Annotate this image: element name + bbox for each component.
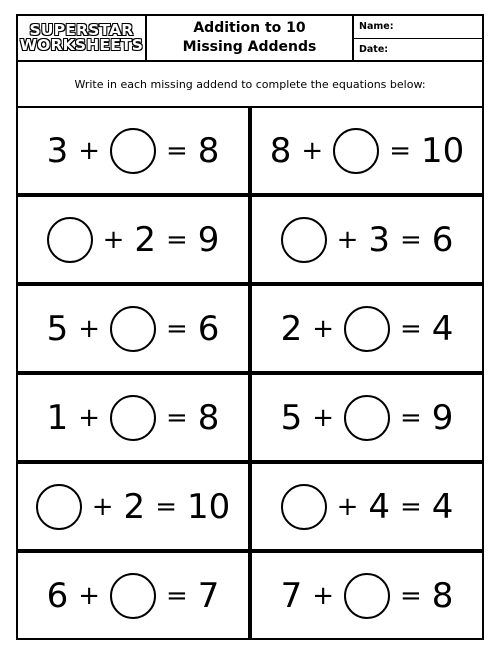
equation-cell: [18, 464, 248, 549]
instructions: Write in each missing addend to complete the equations below:: [18, 62, 482, 108]
sum-value: 4: [431, 308, 454, 349]
answer-circle[interactable]: [344, 306, 390, 352]
equation-cell: [18, 286, 248, 371]
answer-circle[interactable]: [333, 128, 379, 174]
equation-cell: [18, 108, 248, 193]
answer-circle[interactable]: [36, 484, 82, 530]
plus-sign: +: [312, 402, 334, 433]
equation-cell: [18, 375, 248, 460]
answer-circle[interactable]: [344, 573, 390, 619]
date-field[interactable]: Date:: [359, 43, 389, 55]
answer-circle[interactable]: [47, 217, 93, 263]
equation-cell: [252, 108, 482, 193]
sum-value: 9: [431, 397, 454, 438]
answer-circle[interactable]: [110, 395, 156, 441]
plus-sign: +: [91, 491, 114, 522]
plus-sign: +: [78, 135, 100, 166]
name-field[interactable]: Name:: [354, 16, 482, 39]
sum-value: 7: [197, 575, 220, 616]
plus-sign: +: [78, 313, 100, 344]
addend-b: 2: [123, 486, 146, 527]
plus-sign: +: [78, 402, 100, 433]
title-line-1: Addition to 10: [193, 20, 306, 36]
logo-line-1: SUPERSTAR: [29, 20, 134, 39]
equals-sign: =: [389, 135, 411, 166]
sum-value: 6: [431, 219, 454, 260]
equals-sign: =: [400, 224, 422, 255]
equation-cell: [18, 197, 248, 282]
equals-sign: =: [166, 313, 188, 344]
worksheet: [16, 14, 484, 640]
plus-sign: +: [312, 313, 334, 344]
sum-value: 10: [186, 486, 231, 527]
name-date-box: [354, 16, 482, 60]
addend-a: 1: [46, 397, 69, 438]
sum-value: 8: [431, 575, 454, 616]
sum-value: 6: [197, 308, 220, 349]
sum-value: 10: [420, 130, 465, 171]
equation-cell: [252, 375, 482, 460]
plus-sign: +: [102, 224, 125, 255]
equation-cell: [252, 553, 482, 638]
answer-circle[interactable]: [110, 573, 156, 619]
addend-a: 7: [280, 575, 303, 616]
equals-sign: =: [166, 224, 188, 255]
equals-sign: =: [400, 402, 422, 433]
equals-sign: =: [166, 580, 188, 611]
equals-sign: =: [400, 491, 422, 522]
equation-cell: [252, 286, 482, 371]
plus-sign: +: [336, 491, 359, 522]
addend-a: 5: [280, 397, 303, 438]
equals-sign: =: [166, 402, 188, 433]
plus-sign: +: [312, 580, 334, 611]
plus-sign: +: [78, 580, 100, 611]
worksheet-header: [18, 16, 482, 62]
equation-cell: [252, 464, 482, 549]
addend-a: 2: [280, 308, 303, 349]
addend-a: 8: [269, 130, 292, 171]
answer-circle[interactable]: [344, 395, 390, 441]
answer-circle[interactable]: [281, 217, 327, 263]
plus-sign: +: [301, 135, 324, 166]
worksheet-title: [147, 16, 354, 60]
addend-b: 2: [134, 219, 156, 260]
equals-sign: =: [166, 135, 188, 166]
title-line-2: Missing Addends: [182, 39, 317, 55]
sum-value: 8: [197, 130, 220, 171]
addend-a: 3: [46, 130, 69, 171]
equals-sign: =: [400, 313, 422, 344]
addend-b: 4: [368, 486, 390, 527]
sum-value: 4: [431, 486, 454, 527]
answer-circle[interactable]: [110, 128, 156, 174]
answer-circle[interactable]: [110, 306, 156, 352]
equation-cell: [252, 197, 482, 282]
answer-circle[interactable]: [281, 484, 327, 530]
equals-sign: =: [155, 491, 177, 522]
superstar-logo: [18, 16, 147, 60]
addend-a: 5: [46, 308, 69, 349]
addend-b: 3: [368, 219, 390, 260]
sum-value: 8: [197, 397, 220, 438]
equation-cell: [18, 553, 248, 638]
equals-sign: =: [400, 580, 422, 611]
plus-sign: +: [336, 224, 359, 255]
sum-value: 9: [197, 219, 220, 260]
logo-line-2: WORKSHEETS: [19, 36, 144, 54]
problem-grid: [18, 108, 482, 638]
addend-a: 6: [46, 575, 69, 616]
